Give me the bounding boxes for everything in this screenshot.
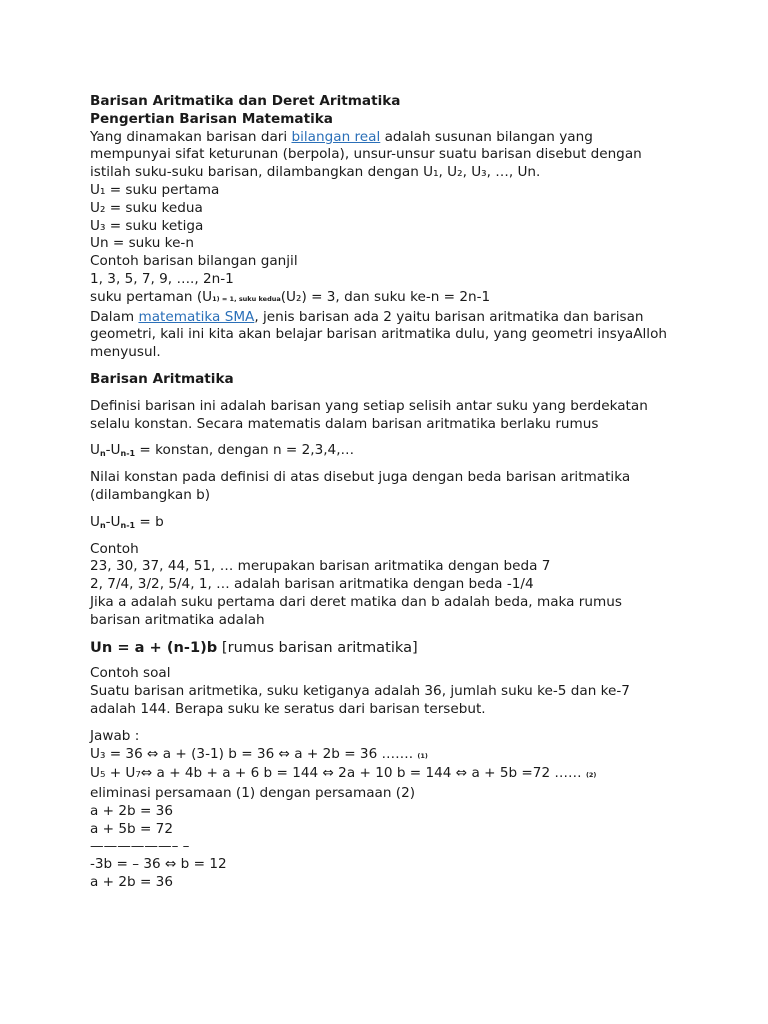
intro-line-3: istilah suku-suku barisan, dilambangkan dengan U₁, U₂, U₃, …, Un. xyxy=(90,164,541,181)
formula-u: U xyxy=(90,513,100,530)
rumus-un-label: [rumus barisan aritmatika] xyxy=(217,638,418,656)
jawab-line-8: a + 2b = 36 xyxy=(90,874,173,891)
dalam-line-3: menyusul. xyxy=(90,344,161,361)
jawab-line-7: -3b = – 36 ⇔ b = 12 xyxy=(90,856,227,873)
rumus-konstan xyxy=(90,442,730,460)
soal-line-2: adalah 144. Berapa suku ke seratus dari barisan tersebut. xyxy=(90,700,486,717)
dalam-line-1 xyxy=(90,309,730,327)
document-page xyxy=(90,93,730,892)
contoh-line-2: 2, 7/4, 3/2, 5/4, 1, … adalah barisan aritmatika dengan beda -1/4 xyxy=(90,576,534,593)
nilai-line-1: Nilai konstan pada definisi di atas disebut juga dengan beda barisan aritmatika xyxy=(90,469,631,486)
formula-subscript: n xyxy=(99,520,106,530)
intro-line-1 xyxy=(90,129,730,147)
contoh-line-4: barisan aritmatika adalah xyxy=(90,611,265,628)
equation-tag: (1) xyxy=(417,751,428,760)
contoh-ganjil-label: Contoh barisan bilangan ganjil xyxy=(90,253,298,270)
jawab-line-3: eliminasi persamaan (1) dengan persamaan (2) xyxy=(90,785,416,802)
rumus-un xyxy=(90,639,730,657)
formula-text: = konstan, dengan n = 2,3,4,… xyxy=(135,442,355,459)
intro-text: adalah susunan bilangan yang xyxy=(380,128,593,145)
contoh-label: Contoh xyxy=(90,540,139,557)
link-matematika-sma[interactable]: matematika SMA xyxy=(138,308,255,325)
link-bilangan-real[interactable]: bilangan real xyxy=(291,128,381,145)
formula-u: -U xyxy=(105,513,121,530)
jawab-block xyxy=(90,728,730,892)
section-heading-aritmatika: Barisan Aritmatika xyxy=(90,370,234,387)
soal-label: Contoh soal xyxy=(90,665,171,682)
definition-un: Un = suku ke-n xyxy=(90,235,194,252)
jawab-line-4: a + 2b = 36 xyxy=(90,802,173,819)
soal-line-1: Suatu barisan aritmetika, suku ketiganya adalah 36, jumlah suku ke-5 dan ke-7 xyxy=(90,683,630,700)
formula-subscript: n-1 xyxy=(120,449,136,459)
contoh-line-1: 23, 30, 37, 44, 51, … merupakan barisan aritmatika dengan beda 7 xyxy=(90,558,551,575)
intro-line-2: mempunyai sifat keturunan (berpola), unsur-unsur suatu barisan disebut dengan xyxy=(90,146,642,163)
nilai-paragraph xyxy=(90,469,730,505)
suku-text: (U₂) = 3, dan suku ke-n = 2n-1 xyxy=(280,288,491,305)
formula-u: -U xyxy=(105,442,121,459)
dalam-line-2: geometri, kali ini kita akan belajar barisan aritmatika dulu, yang geometri insyaAlloh xyxy=(90,326,668,343)
intro-text: Yang dinamakan barisan dari xyxy=(90,128,292,145)
definisi-line-1: Definisi barisan ini adalah barisan yang setiap selisih antar suku yang berdekatan xyxy=(90,397,648,414)
dalam-text: , jenis barisan ada 2 yaitu barisan aritmatika dan barisan xyxy=(254,308,644,325)
soal-block xyxy=(90,665,730,718)
document-title: Barisan Aritmatika dan Deret Aritmatika xyxy=(90,93,401,109)
nilai-line-2: (dilambangkan b) xyxy=(90,486,211,503)
formula-subscript: n-1 xyxy=(120,520,136,530)
formula-u: U xyxy=(90,442,100,459)
suku-line xyxy=(90,289,730,309)
jawab-line-5: a + 5b = 72 xyxy=(90,820,173,837)
jawab-text: U₅ + U₇⇔ a + 4b + a + 6 b = 144 ⇔ 2a + 10 b = 144 ⇔ a + 5b =72 …… xyxy=(90,765,586,782)
definition-u1: U₁ = suku pertama xyxy=(90,181,220,198)
jawab-text: U₃ = 36 ⇔ a + (3-1) b = 36 ⇔ a + 2b = 36 ……. xyxy=(90,745,418,762)
jawab-line-6: ——————– – xyxy=(90,838,190,855)
definisi-line-2: selalu konstan. Secara matematis dalam barisan aritmatika berlaku rumus xyxy=(90,415,599,432)
jawab-line-2 xyxy=(90,765,730,785)
equation-tag: (2) xyxy=(585,771,597,780)
suku-text: suku pertaman (U xyxy=(90,288,213,305)
jawab-label: Jawab : xyxy=(90,727,140,744)
sequence-ganjil: 1, 3, 5, 7, 9, …., 2n-1 xyxy=(90,270,234,287)
rumus-un-formula: Un = a + (n-1)b xyxy=(90,638,218,656)
contoh-line-3: Jika a adalah suku pertama dari deret matika dan b adalah beda, maka rumus xyxy=(90,593,622,610)
dalam-text: Dalam xyxy=(90,308,139,325)
rumus-beda xyxy=(90,514,730,532)
definisi-paragraph xyxy=(90,398,730,434)
formula-text: = b xyxy=(135,513,164,530)
section-heading-pengertian: Pengertian Barisan Matematika xyxy=(90,110,333,127)
definition-u2: U₂ = suku kedua xyxy=(90,199,203,216)
suku-subscript: 1) = 1, suku kedua xyxy=(212,294,281,303)
jawab-line-1 xyxy=(90,746,730,766)
contoh-block xyxy=(90,541,730,630)
formula-subscript: n xyxy=(99,449,106,459)
definition-u3: U₃ = suku ketiga xyxy=(90,217,204,234)
